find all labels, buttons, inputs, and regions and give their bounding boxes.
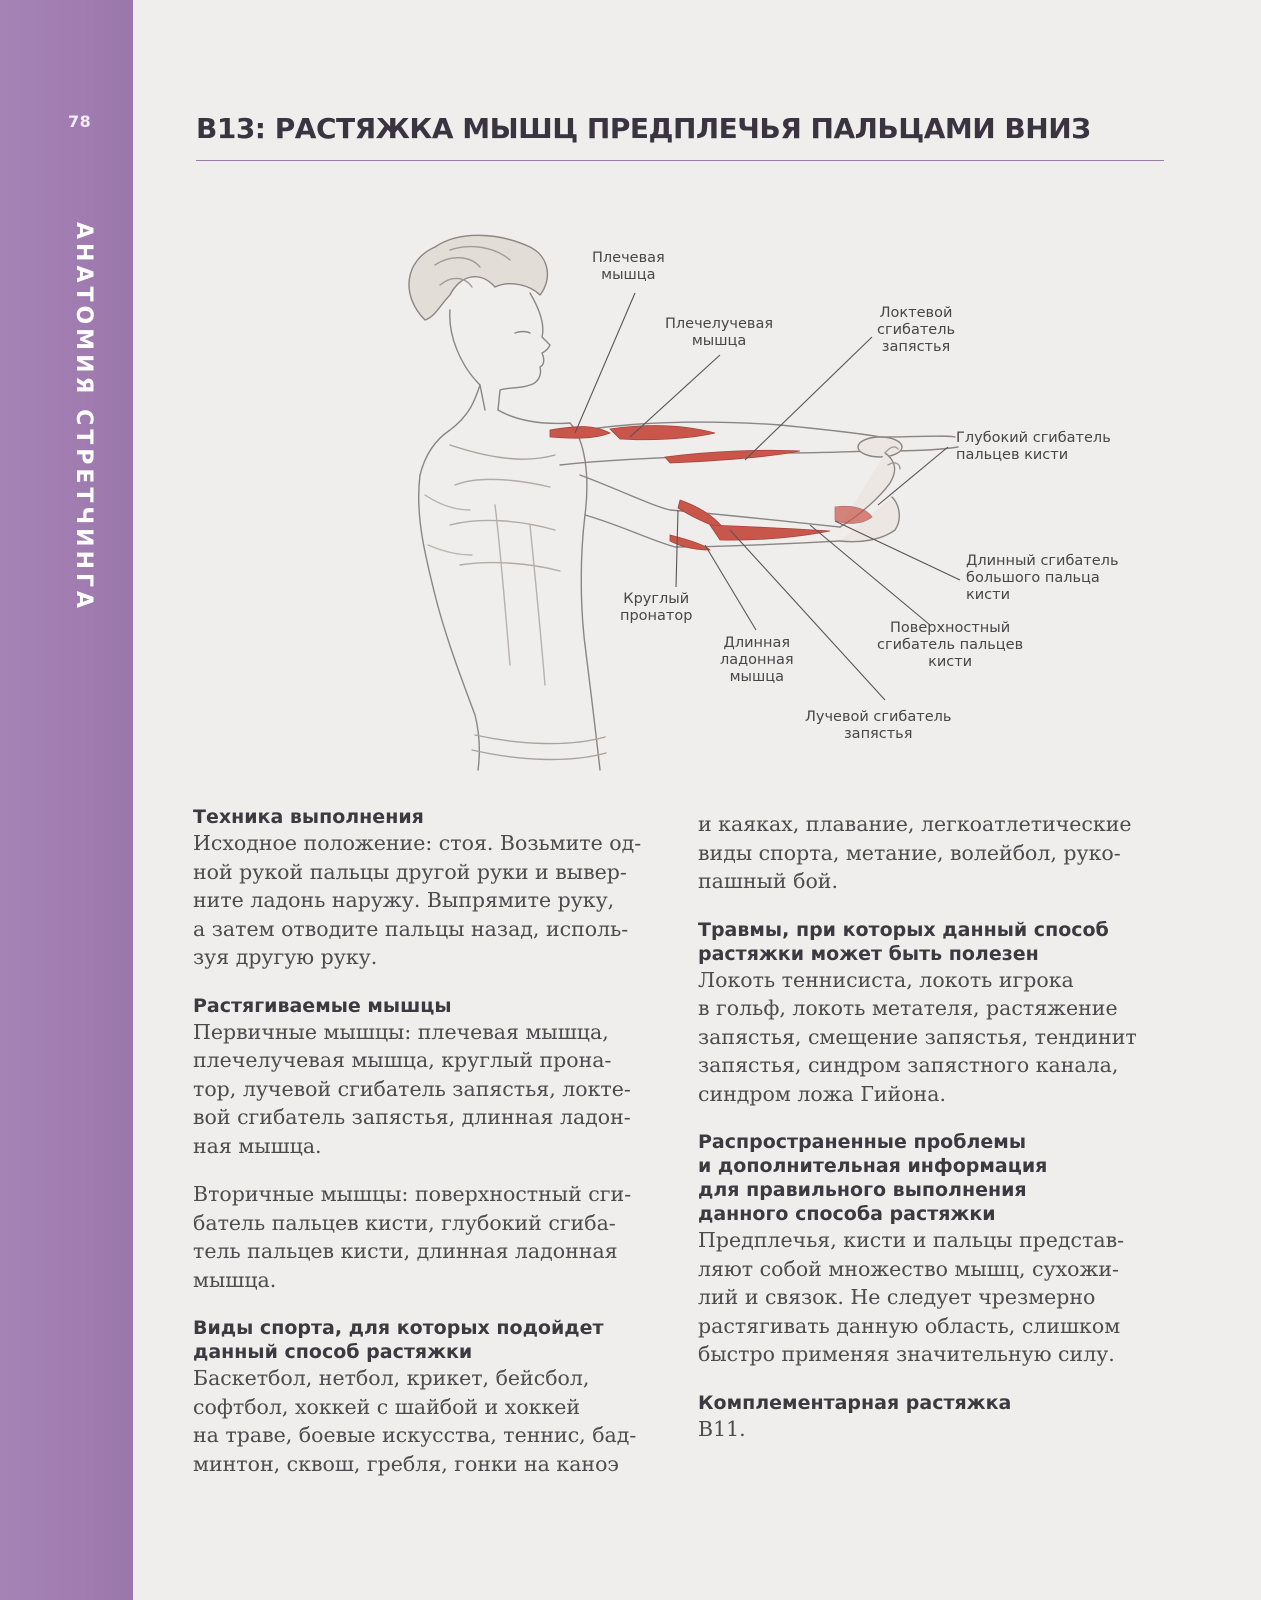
sports-text-continued: и каяках, плавание, легкоатлетические виды спорта, метание, волейбол, руко- пашный бой. <box>698 812 1132 893</box>
complementary-text: B11. <box>698 1416 746 1441</box>
label-flexor-digitorum-superficialis: Поверхностный сгибатель пальцев кисти <box>877 620 1024 670</box>
problems-text: Предплечья, кисти и пальцы представ- ляют собой множество мышц, сухожи- лий и связок. Не следует чрезмерно растягивать данную область, слишком быстро применяя значительную силу. <box>698 1228 1125 1366</box>
sports-text: Баскетбол, нетбол, крикет, бейсбол, софтбол, хоккей с шайбой и хоккей на траве, боевые искусства, теннис, бад- минтон, сквош, гребля, гонки на каноэ <box>193 1366 637 1476</box>
label-pronator-teres: Круглый пронатор <box>620 591 693 624</box>
label-palmaris-longus: Длинная ладонная мышца <box>720 635 794 685</box>
injuries-text: Локоть теннисиста, локоть игрока в гольф, локоть метателя, растяжение запястья, смещение запястья, тендинит запястья, синдром запястного канала, синдром ложа Гийона. <box>698 967 1137 1106</box>
hand <box>840 453 899 542</box>
neck <box>420 385 480 475</box>
title-divider <box>196 160 1164 161</box>
muscle-palmaris-longus <box>670 535 710 550</box>
label-flexor-pollicis-longus: Длинный сгибатель большого пальца кисти <box>966 553 1119 603</box>
muscles-heading: Растягиваемые мышцы <box>193 994 452 1017</box>
label-flexor-digitorum-profundus: Глубокий сгибатель пальцев кисти <box>956 430 1111 463</box>
right-column <box>698 810 1168 1443</box>
page-number: 78 <box>68 112 92 131</box>
page-title: B13: РАСТЯЖКА МЫШЦ ПРЕДПЛЕЧЬЯ ПАЛЬЦАМИ ВНИЗ <box>196 112 1091 145</box>
head <box>498 293 550 410</box>
injuries-heading: Травмы, при которых данный способ растяжки может быть полезен <box>698 918 1109 965</box>
left-column <box>193 805 663 1478</box>
label-flexor-carpi-radialis: Лучевой сгибатель запястья <box>805 709 952 742</box>
highlighted-muscles <box>550 426 872 550</box>
primary-muscles-text: Первичные мышцы: плечевая мышца, плечелучевая мышца, круглый прона- тор, лучевой сгибатель запястья, локте- вой сгибатель запястья, длинная ладон- ная мышца. <box>193 1019 631 1158</box>
complementary-heading: Комплементарная растяжка <box>698 1391 1012 1414</box>
technique-text: Исходное положение: стоя. Возьмите од- ной рукой пальцы другой руки и вывер- ните ладонь наружу. Выпрямите руку, а затем отводите пальцы назад, исполь- зуя другую руку. <box>193 831 642 969</box>
problems-heading: Распространенные проблемы и дополнительная информация для правильного выполнения данного способа растяжки <box>698 1131 1048 1225</box>
label-brachioradialis: Плечелучевая мышца <box>665 316 774 349</box>
label-brachialis: Плечевая мышца <box>592 250 665 283</box>
technique-heading: Техника выполнения <box>193 806 424 828</box>
hair <box>409 235 547 320</box>
sports-heading: Виды спорта, для которых подойдет данный способ растяжки <box>193 1317 604 1363</box>
sidebar <box>0 0 133 1600</box>
section-title: АНАТОМИЯ СТРЕТЧИНГА <box>71 222 96 613</box>
torso <box>419 475 480 770</box>
secondary-muscles-text: Вторичные мышцы: поверхностный сги- батель пальцев кисти, глубокий сгиба- тель пальцев кисти, длинная ладонная мышца. <box>193 1182 632 1292</box>
anatomy-illustration <box>380 225 1160 785</box>
muscle-brachioradialis <box>610 426 715 440</box>
anatomy-drawing <box>380 225 1160 785</box>
label-flexor-carpi-ulnaris: Локтевой сгибатель запястья <box>877 305 956 355</box>
muscle-flexor-carpi-ulnaris <box>665 450 800 463</box>
waistband <box>472 735 606 759</box>
